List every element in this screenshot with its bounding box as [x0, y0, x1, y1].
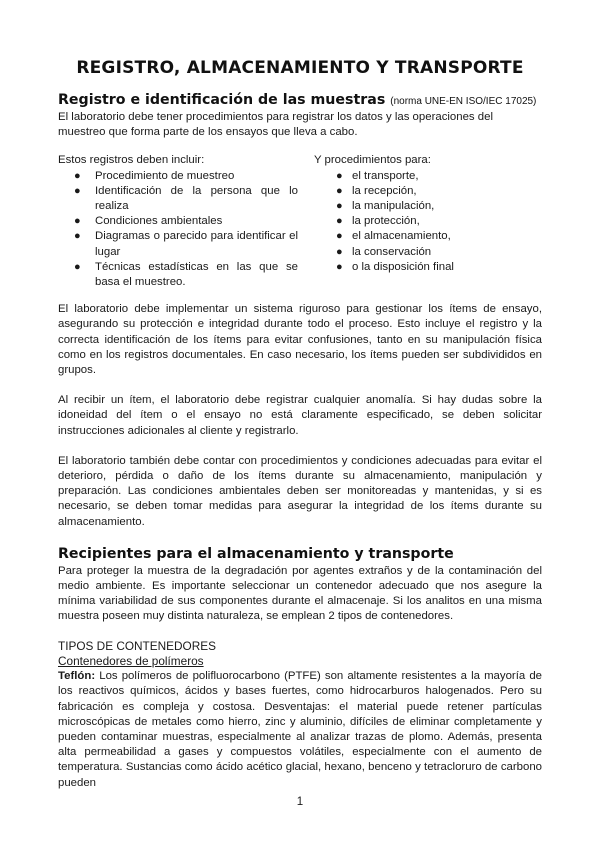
heading-note: (norma UNE-EN ISO/IEC 17025): [390, 96, 537, 107]
document-page: [58, 58, 542, 791]
intro-paragraph: El laboratorio debe tener procedimientos para registrar los datos y las operaciones del muestreo que forma parte de los ensayos que lleva a cabo.: [58, 111, 493, 139]
procedures-column: [314, 153, 524, 290]
list-item: ● la manipulación,: [336, 200, 435, 213]
body-paragraph: El laboratorio también debe contar con procedimientos y condiciones adecuadas para evitar el deterioro, pérdida o daño de los ítems durante su almacenamiento, manipulación y preparación. Las condiciones ambientales deben ser monitoreadas y mantenidas, y si es necesario, se deben tomar medidas para asegurar la integridad de los ítems durante su almacenamiento.: [58, 454, 542, 528]
list-item: ● la conservación: [336, 245, 432, 258]
records-column: [58, 153, 298, 290]
types-heading: TIPOS DE CONTENEDORES: [58, 638, 216, 653]
procedures-label: Y procedimientos para:: [314, 154, 431, 167]
section-heading-text: Registro e identificación de las muestras: [58, 92, 386, 108]
list-item: ● o la disposición final: [336, 260, 454, 273]
body-paragraph: Para proteger la muestra de la degradación por agentes extraños y de la contaminación del medio ambiente. Es importante seleccionar un contenedor adecuado que nos asegure la mínima variabilidad de sus componentes durante el almacenaje. Si los analitos en una misma muestra poseen muy distinta naturaleza, se emplean 2 tipos de contenedores.: [58, 564, 542, 623]
list-item: ● el transporte,: [336, 169, 419, 182]
two-column-lists: [58, 153, 542, 290]
records-list: [58, 169, 298, 291]
procedures-list: [314, 169, 524, 275]
list-item: ● la protección,: [336, 215, 420, 228]
records-label: Estos registros deben incluir:: [58, 154, 205, 167]
list-item: ● el almacenamiento,: [336, 230, 451, 243]
page-title: REGISTRO, ALMACENAMIENTO Y TRANSPORTE: [76, 58, 524, 78]
list-item: ● Técnicas estadísticas en las que se basa el muestreo.: [74, 260, 298, 289]
teflon-text: Los polímeros de polifluorocarbono (PTFE) son altamente resistentes a la mayoría de los reactivos químicos, ácidos y bases fuertes, como hidrocarburos halogenados. Pero su fabricación es compleja y costosa. Desventajas: el material puede retener partículas microscópicas de metales como hierro, zinc y aluminio, difíciles de eliminar completamente y pueden contaminar muestras, especialmente al analizar trazas de plomo. Además, presenta alta permeabilidad a gases y compuestos volátiles, especialmente con el aumento de temperatura. Sustancias como ácido acético glacial, hexano, benceno y tetracloruro de carbono pueden: [58, 670, 542, 789]
page-number: 1: [296, 796, 304, 808]
list-item: ● Condiciones ambientales: [74, 215, 223, 228]
body-paragraph: Al recibir un ítem, el laboratorio debe registrar cualquier anomalía. Si hay dudas sobre la idoneidad del ítem o el ensayo no está claramente especificado, se deben solicitar instrucciones adicionales al cliente y registrarlo.: [58, 394, 542, 437]
teflon-paragraph: [58, 669, 542, 791]
section-heading-registro: [58, 92, 542, 108]
list-item: ● Identificación de la persona que lo realiza: [74, 184, 298, 213]
body-paragraph: El laboratorio debe implementar un sistema riguroso para gestionar los ítems de ensayo, asegurando su protección e integridad durante todo el proceso. Esto incluye el registro y la correcta identificación de los ítems para evitar confusiones, tanto en su manipulación física como en los registros documentales. En caso necesario, los ítems pueden ser subdivididos en grupos.: [58, 303, 542, 377]
polymers-heading: Contenedores de polímeros: [58, 653, 204, 668]
list-item: ● la recepción,: [336, 184, 417, 197]
list-item: ● Procedimiento de muestreo: [74, 169, 235, 182]
list-item: ● Diagramas o parecido para identificar el lugar: [74, 230, 298, 258]
teflon-label: Teflón:: [58, 670, 96, 683]
section-heading-recipientes: Recipientes para el almacenamiento y transporte: [58, 545, 454, 562]
